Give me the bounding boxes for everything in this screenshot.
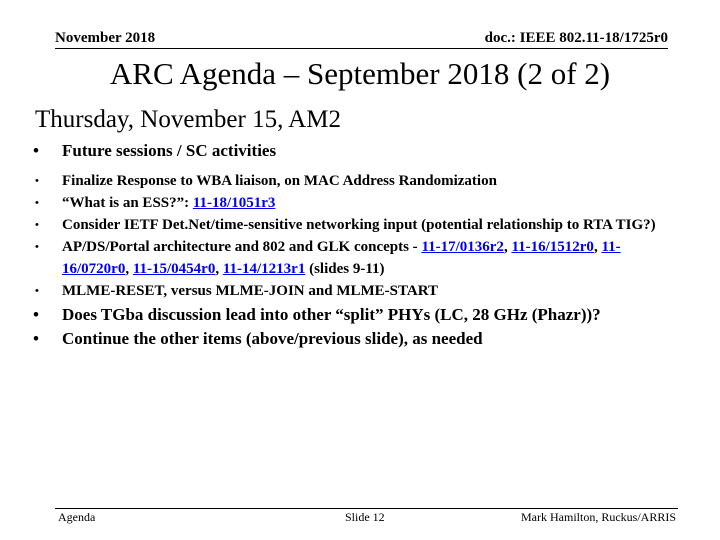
header-date: November 2018 [55, 30, 156, 46]
agenda-item-future [33, 140, 683, 162]
doc-link-1[interactable]: 11-17/0136r2 [421, 239, 504, 255]
header-doc-id: doc.: IEEE 802.11-18/1725r0 [484, 30, 668, 46]
agenda-item-wba [33, 170, 683, 192]
agenda-item-text: Future sessions / SC activities [62, 141, 277, 160]
agenda-list [33, 140, 683, 350]
footer-divider [55, 508, 678, 509]
link-separator: , [125, 261, 133, 277]
footer-author: Mark Hamilton, Ruckus/ARRIS [521, 510, 676, 524]
doc-link-5[interactable]: 11-14/1213r1 [222, 261, 306, 277]
bullet-icon: • [35, 285, 39, 297]
agenda-item-suffix: (slides 9-11) [305, 261, 385, 277]
agenda-item-text: MLME-RESET, versus MLME-JOIN and MLME-START [62, 283, 439, 299]
agenda-item-continue [33, 328, 683, 350]
agenda-item-tgba [33, 304, 683, 326]
bullet-icon: • [35, 241, 39, 253]
agenda-item-text: AP/DS/Portal architecture and 802 and GLK concepts - [62, 239, 422, 255]
doc-link-4[interactable]: 11-15/0454r0 [132, 261, 216, 277]
agenda-item-ap [33, 236, 683, 280]
link-separator: , [215, 261, 223, 277]
doc-link-3[interactable]: 11-16/0720r0 [62, 239, 621, 277]
slide-title: ARC Agenda – September 2018 (2 of 2) [109, 56, 611, 91]
bullet-icon: • [33, 329, 39, 348]
doc-link-ess[interactable]: 11-18/1051r3 [192, 195, 276, 211]
link-separator: , [503, 239, 512, 255]
bullet-icon: • [35, 175, 39, 187]
link-separator: , [593, 239, 602, 255]
bullet-icon: • [35, 197, 39, 209]
agenda-item-text: Does TGba discussion lead into other “split” PHYs (LC, 28 GHz (Phazr))? [62, 305, 601, 324]
bullet-icon: • [33, 141, 39, 160]
agenda-item-text: Finalize Response to WBA liaison, on MAC Address Randomization [62, 173, 497, 189]
bullet-icon: • [35, 219, 39, 231]
slide-subtitle: Thursday, November 15, AM2 [35, 106, 341, 133]
slide-number: Slide 12 [345, 510, 385, 524]
agenda-item-mlme [33, 280, 683, 302]
agenda-item-text: “What is an ESS?”: [62, 195, 193, 211]
bullet-icon: • [33, 305, 39, 324]
header-divider [55, 48, 668, 49]
agenda-item-ietf [33, 214, 683, 236]
agenda-item-text: Continue the other items (above/previous slide), as needed [62, 329, 483, 348]
doc-link-2[interactable]: 11-16/1512r0 [511, 239, 594, 255]
footer-label: Agenda [58, 510, 96, 524]
agenda-item-ess [33, 192, 683, 214]
agenda-item-text: Consider IETF Det.Net/time-sensitive networking input (potential relationship to RTA TIG?) [62, 217, 656, 233]
